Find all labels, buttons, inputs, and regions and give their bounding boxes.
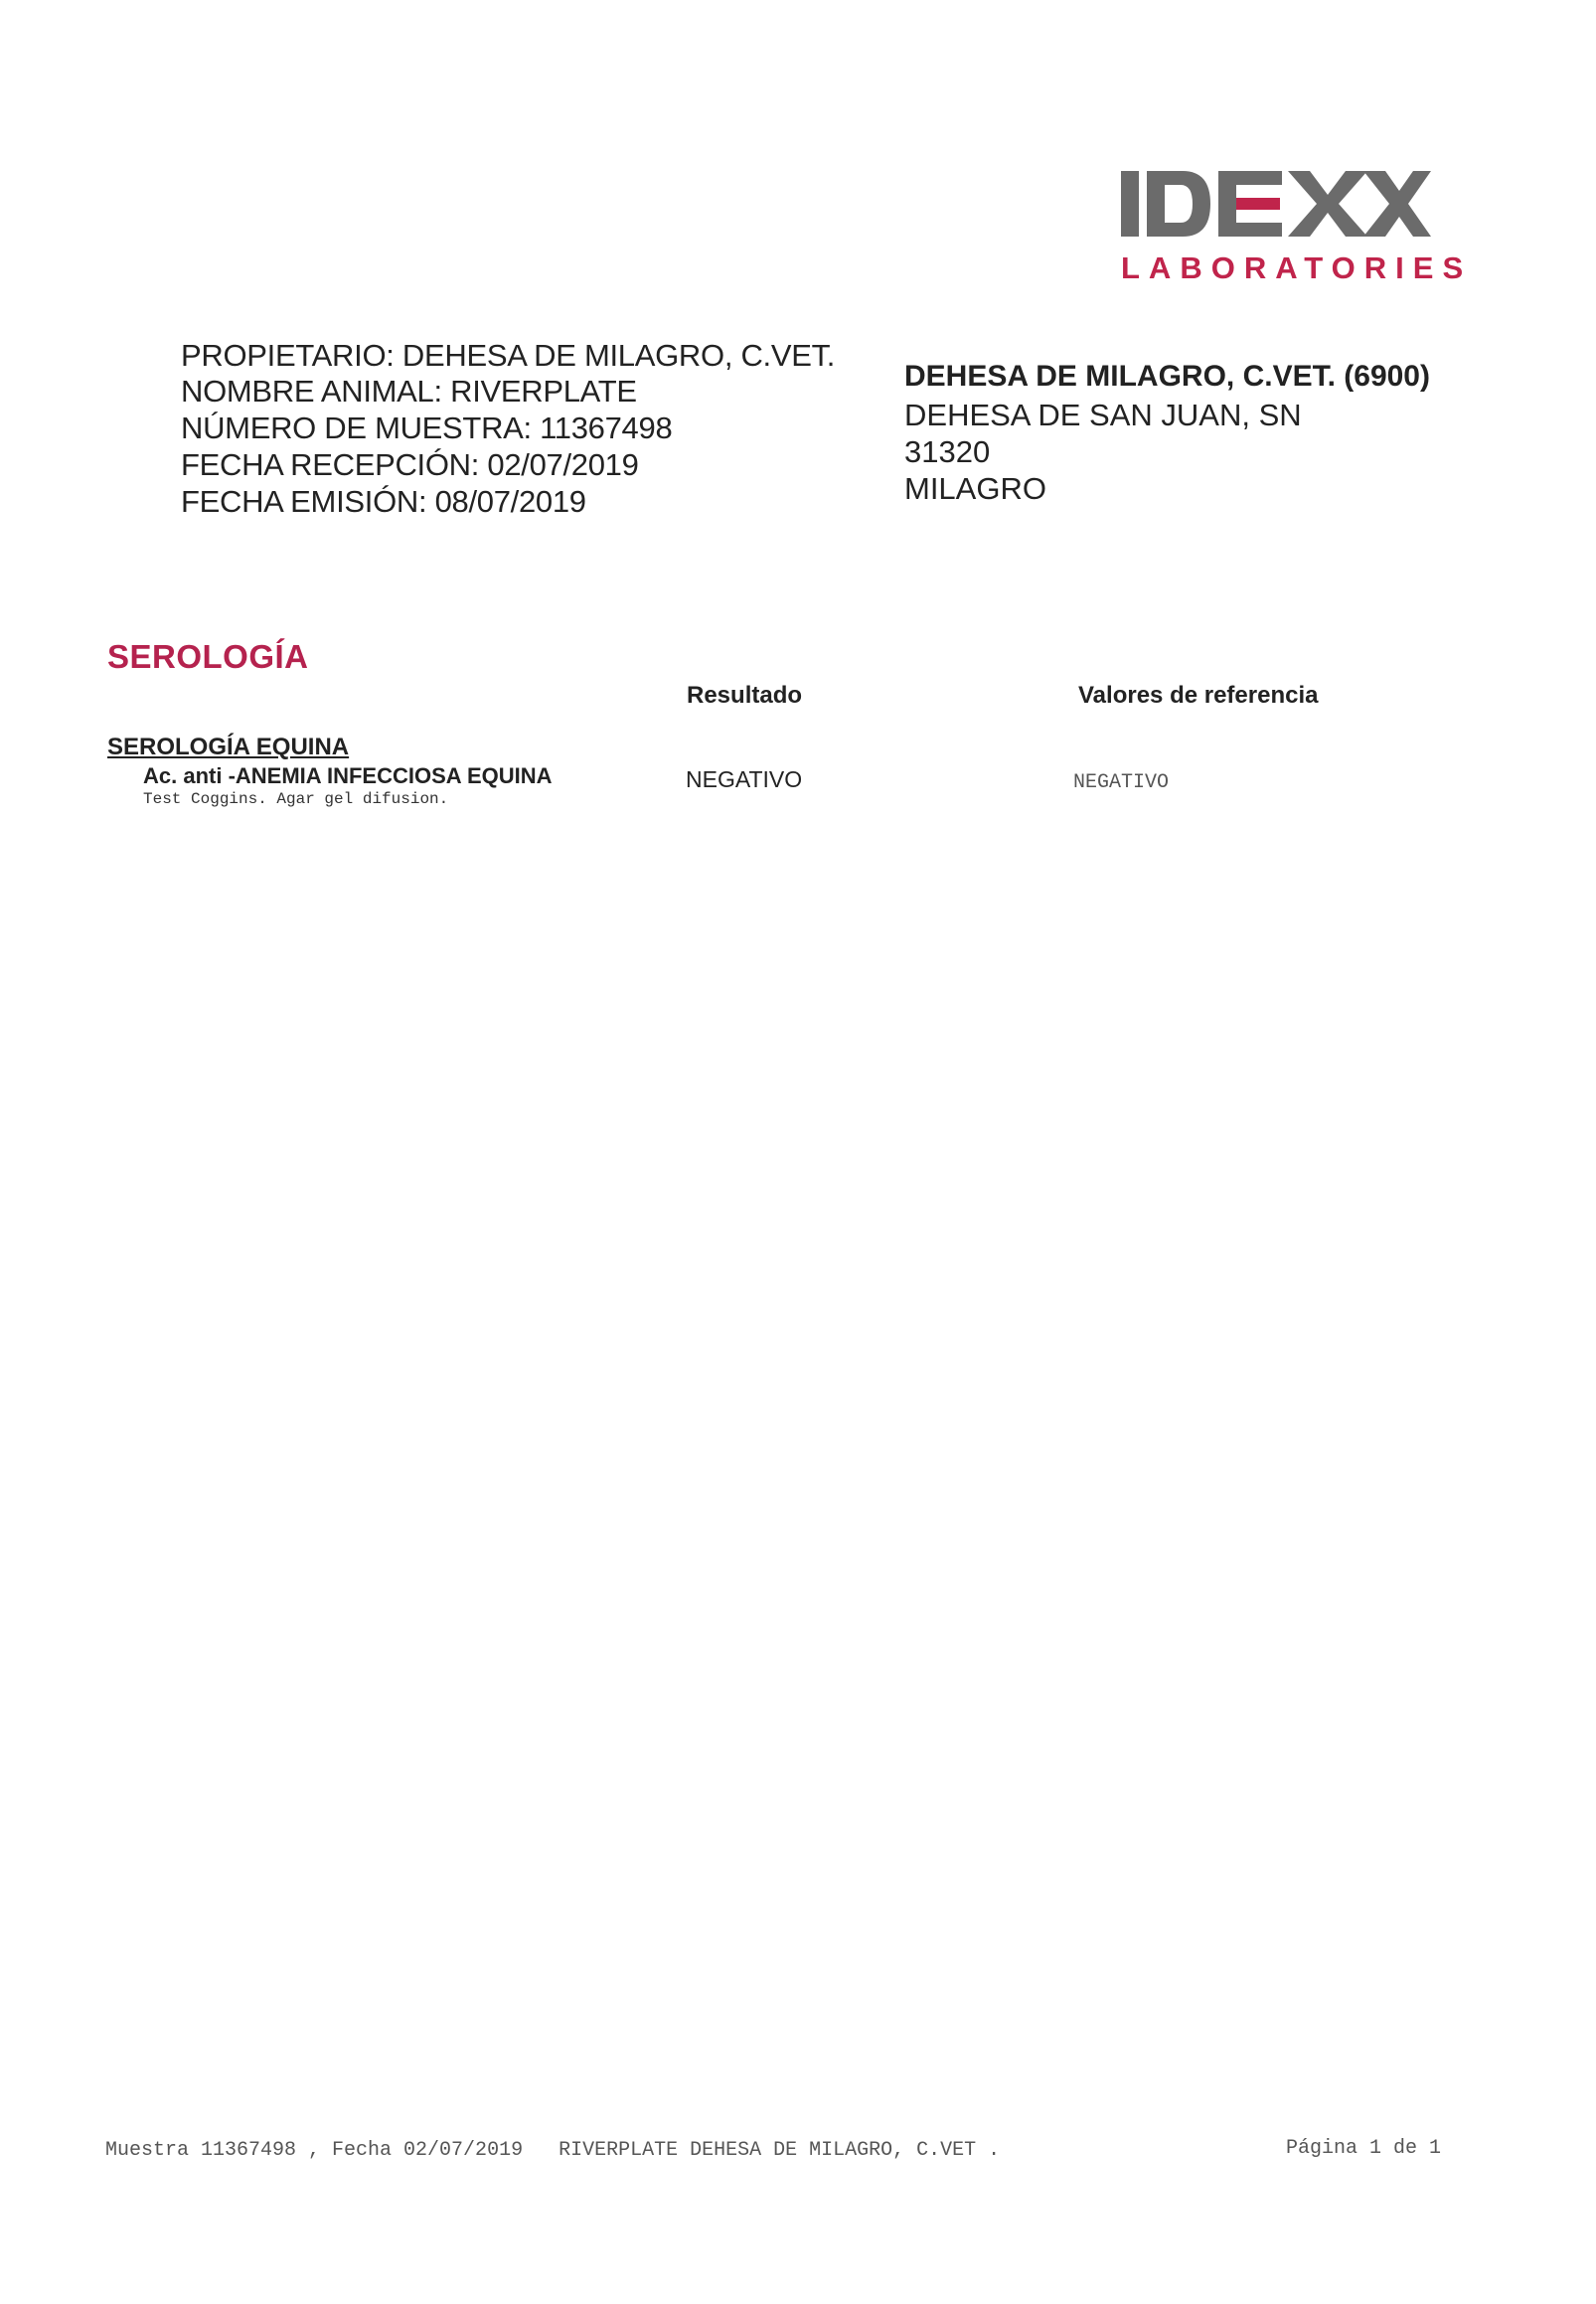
received-date-line: FECHA RECEPCIÓN: 02/07/2019 xyxy=(181,447,639,482)
section-title: SEROLOGÍA xyxy=(107,638,309,675)
result-column-header: Resultado xyxy=(687,682,803,709)
idexx-logo xyxy=(1121,169,1473,288)
clinic-city: MILAGRO xyxy=(904,471,1046,506)
test-name: Ac. anti -ANEMIA INFECCIOSA EQUINA xyxy=(143,763,553,788)
issued-date-line: FECHA EMISIÓN: 08/07/2019 xyxy=(181,484,586,519)
animal-name-line: NOMBRE ANIMAL: RIVERPLATE xyxy=(181,374,637,409)
test-group-title: SEROLOGÍA EQUINA xyxy=(107,734,350,760)
logo-subtitle: LABORATORIES xyxy=(1121,250,1473,285)
clinic-name: DEHESA DE MILAGRO, C.VET. (6900) xyxy=(904,360,1430,393)
owner-line: PROPIETARIO: DEHESA DE MILAGRO, C.VET. xyxy=(181,338,836,373)
test-reference-value: NEGATIVO xyxy=(1073,771,1170,794)
footer-sample-info: Muestra 11367498 , Fecha 02/07/2019 RIVERPLATE DEHESA DE MILAGRO, C.VET . xyxy=(105,2139,1001,2162)
sample-number-line: NÚMERO DE MUESTRA: 11367498 xyxy=(181,411,673,445)
test-method: Test Coggins. Agar gel difusion. xyxy=(143,790,449,808)
idexx-wordmark-icon xyxy=(1121,169,1431,241)
clinic-address: DEHESA DE SAN JUAN, SN xyxy=(904,398,1302,432)
test-result: NEGATIVO xyxy=(686,766,803,792)
footer-page-number: Página 1 de 1 xyxy=(1286,2137,1442,2160)
reference-column-header: Valores de referencia xyxy=(1078,682,1319,709)
clinic-postal-code: 31320 xyxy=(904,434,991,469)
